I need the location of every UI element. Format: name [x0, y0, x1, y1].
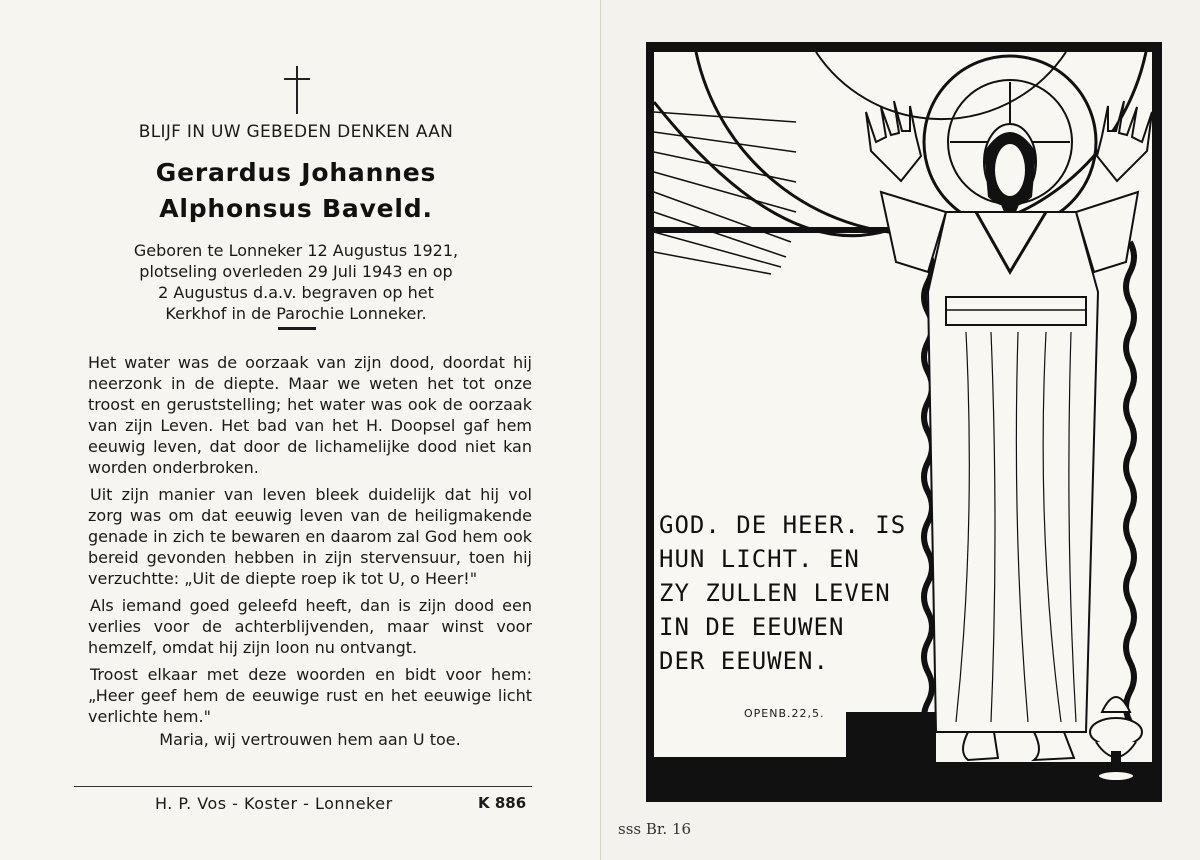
birth-death-details: [96, 240, 496, 324]
cross-icon: [284, 66, 310, 114]
paragraph: Troost elkaar met deze woorden en bidt voor hem: „Heer geef hem de eeuwige rust en het eeuwige licht verlichte hem.": [88, 665, 532, 726]
details-line: Kerkhof in de Parochie Lonneker.: [165, 304, 427, 323]
printer-credit: H. P. Vos - Koster - Lonneker: [155, 794, 393, 813]
series-number: sss Br. 16: [618, 820, 692, 838]
intro-heading: BLIJF IN UW GEBEDEN DENKEN AAN: [138, 122, 454, 142]
scripture-quote: [659, 508, 949, 678]
quote-line: IN DE EEUWEN: [659, 613, 845, 641]
paragraph: Uit zijn manier van leven bleek duidelijk dat hij vol zorg was om dat eeuwig leven van de heiligmakende genade in zich te bewaren en daarom zal God hem ook bereid gevonden hebben in zijn stervensuur, toen hij verzuchtte: „Uit de diepte roep ik tot U, o Heer!": [88, 485, 532, 588]
paragraph: Het water was de oorzaak van zijn dood, doordat hij neerzonk in de diepte. Maar we weten het tot onze troost en geruststelling; het water was ook de oorzaak van zijn Leven. Het bad van het H. Doopsel gaf hem eeuwig leven, dat door de lichamelijke dood niet kan worden onderbroken.: [88, 353, 532, 477]
quote-line: ZY ZULLEN LEVEN: [659, 579, 891, 607]
footer-divider: [74, 786, 532, 787]
deceased-name-line1: Gerardus Johannes: [155, 158, 437, 187]
christ-figure-illustration: [646, 42, 1162, 802]
details-line: 2 Augustus d.a.v. begraven op het: [158, 283, 434, 302]
quote-line: HUN LICHT. EN: [659, 545, 860, 573]
card-code: K 886: [478, 794, 527, 812]
deceased-name-line2: Alphonsus Baveld.: [159, 194, 433, 223]
separator-dash: [278, 327, 316, 330]
quote-line: GOD. DE HEER. IS: [659, 511, 907, 539]
details-line: plotseling overleden 29 Juli 1943 en op: [139, 262, 453, 281]
details-line: Geboren te Lonneker 12 Augustus 1921,: [133, 241, 459, 260]
scripture-reference: OPENB.22,5.: [744, 707, 825, 720]
quote-line: DER EEUWEN.: [659, 647, 829, 675]
paragraph: Als iemand goed geleefd heeft, dan is zijn dood een verlies voor de achterblijvenden, maar winst voor hemzelf, omdat hij zijn loon nu ontvangt.: [88, 596, 532, 657]
memorial-text: [88, 352, 532, 733]
closing-prayer: Maria, wij vertrouwen hem aan U toe.: [159, 730, 461, 749]
